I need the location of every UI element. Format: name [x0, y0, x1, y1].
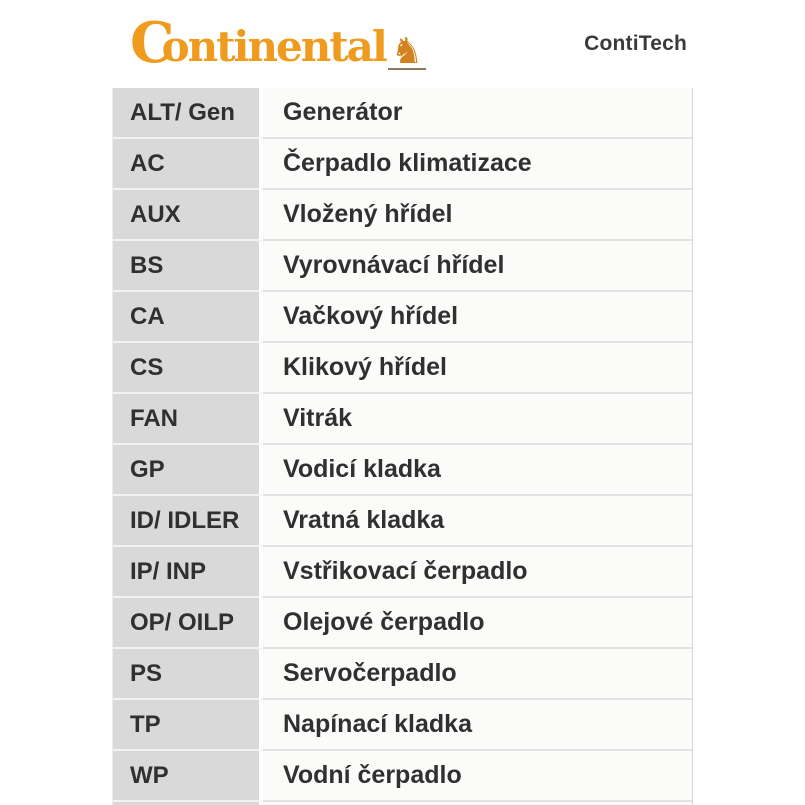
abbr-cell: OP/ OILP: [113, 598, 263, 649]
desc-cell: Vratná kladka: [263, 496, 692, 547]
abbreviation-table: [112, 88, 693, 805]
header: [112, 0, 693, 88]
content-area: [112, 0, 693, 805]
abbr-cell: ALT/ Gen: [113, 88, 263, 139]
table-row: [113, 190, 692, 241]
abbr-cell: BS: [113, 241, 263, 292]
desc-cell: Olejové čerpadlo: [263, 598, 692, 649]
abbr-cell: ID/ IDLER: [113, 496, 263, 547]
logo-wordmark: ontinental: [161, 22, 386, 72]
table-row: [113, 394, 692, 445]
desc-cell: Vodní čerpadlo: [263, 751, 692, 802]
table-row: [113, 343, 692, 394]
abbr-cell: PS: [113, 649, 263, 700]
desc-cell: Generátor: [263, 88, 692, 139]
desc-cell: Servočerpadlo: [263, 649, 692, 700]
logo-letter-c: C: [130, 10, 175, 77]
desc-cell: Klikový hřídel: [263, 343, 692, 394]
abbr-cell: TP: [113, 700, 263, 751]
abbr-cell: IP/ INP: [113, 547, 263, 598]
table-row: [113, 241, 692, 292]
desc-cell: Vitrák: [263, 394, 692, 445]
desc-cell: Vačkový hřídel: [263, 292, 692, 343]
desc-cell: Napínací kladka: [263, 700, 692, 751]
table-row: [113, 751, 692, 802]
abbr-cell: AUX: [113, 190, 263, 241]
abbr-cell: AC: [113, 139, 263, 190]
table-row: [113, 547, 692, 598]
contitech-brand-label: ContiTech: [584, 32, 687, 55]
table-row: [113, 700, 692, 751]
horse-icon: ♞: [388, 35, 426, 70]
table-row: [113, 496, 692, 547]
table-row: [113, 139, 692, 190]
table-row: [113, 598, 692, 649]
desc-cell: Vstřikovací čerpadlo: [263, 547, 692, 598]
abbr-cell: CS: [113, 343, 263, 394]
table-row: [113, 649, 692, 700]
abbr-cell: WP: [113, 751, 263, 802]
abbr-cell: FAN: [113, 394, 263, 445]
table-row: [113, 88, 692, 139]
abbr-cell: CA: [113, 292, 263, 343]
desc-cell: Vodicí kladka: [263, 445, 692, 496]
abbr-cell: GP: [113, 445, 263, 496]
table-row: [113, 292, 692, 343]
desc-cell: Vyrovnávací hřídel: [263, 241, 692, 292]
table-row: [113, 445, 692, 496]
continental-logo: [130, 10, 426, 77]
desc-cell: Čerpadlo klimatizace: [263, 139, 692, 190]
desc-cell: Vložený hřídel: [263, 190, 692, 241]
